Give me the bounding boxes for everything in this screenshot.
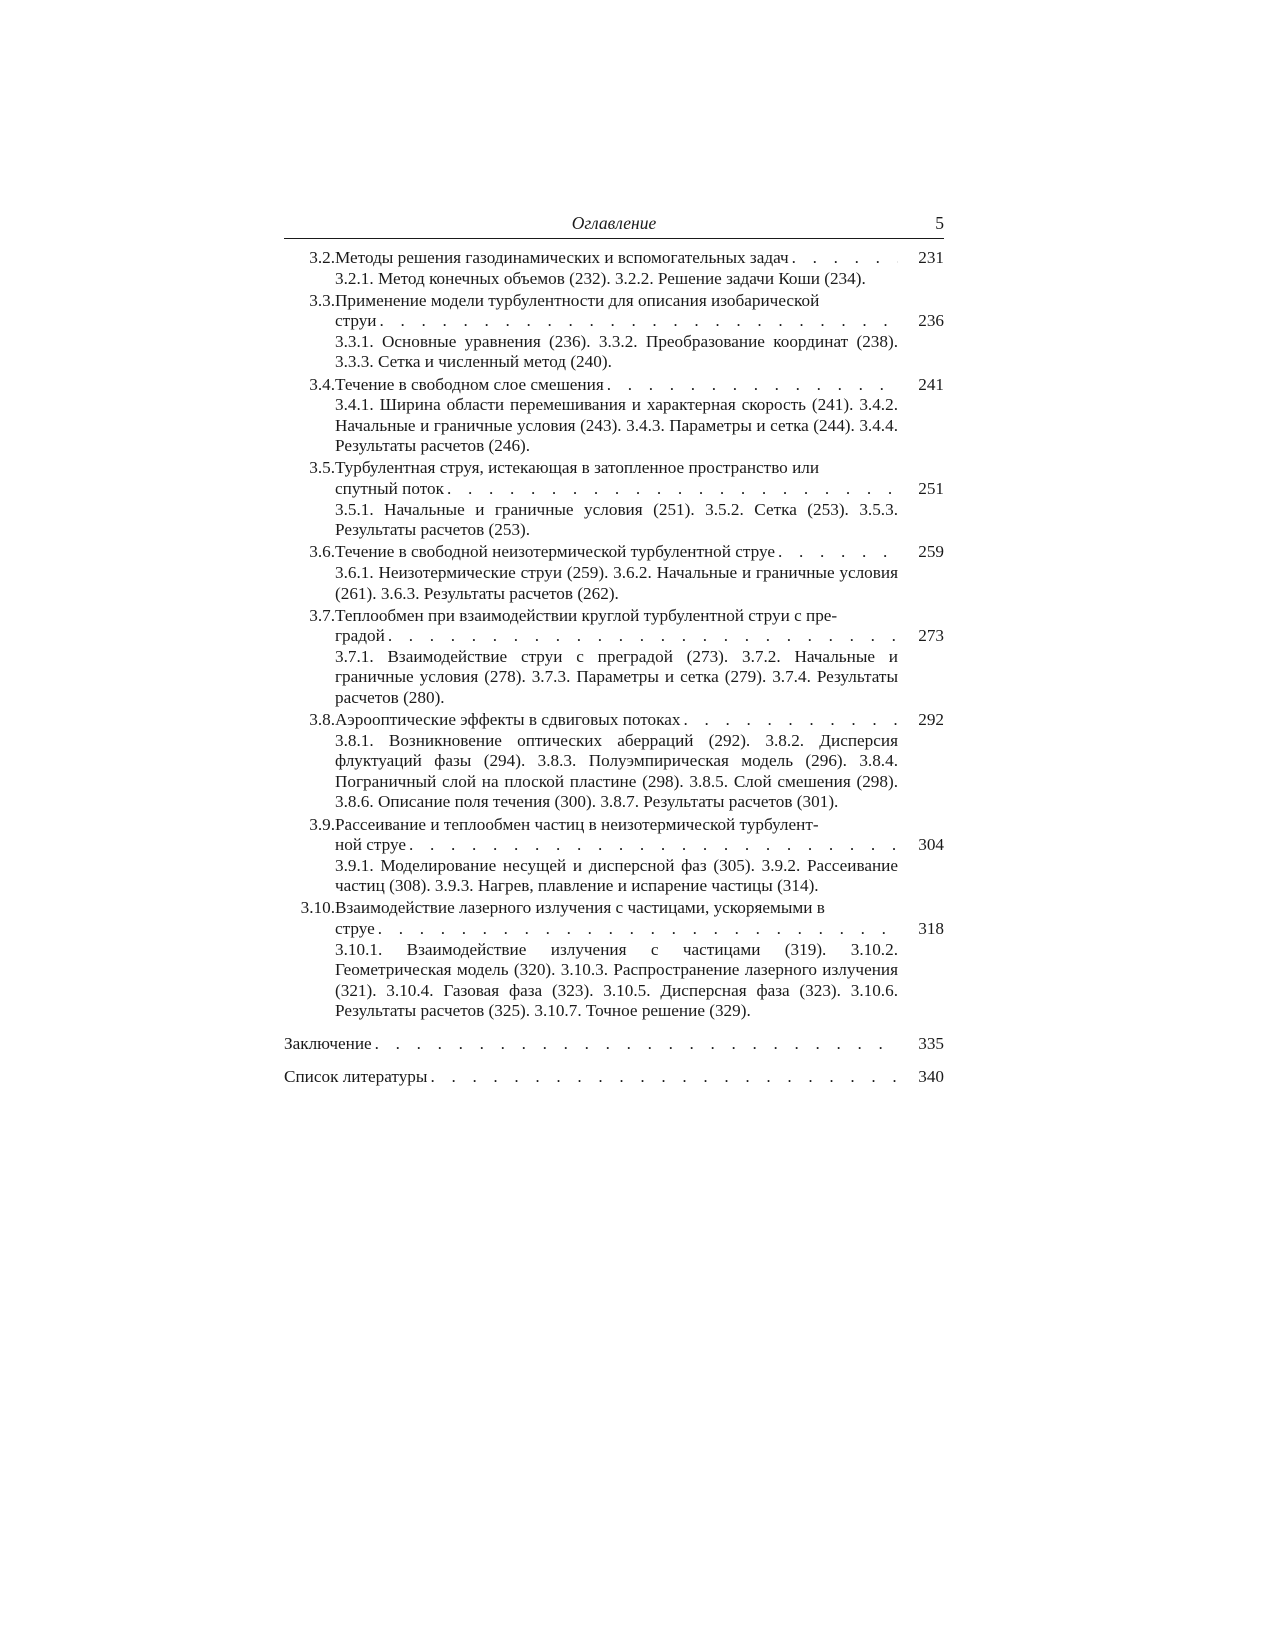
section-number: 3.10. — [300, 898, 335, 918]
section-title-leader-line — [335, 248, 944, 269]
subsection-list: 3.6.1. Неизотермические струи (259). 3.6.2. Начальные и граничные условия (261). 3.6.3. Результаты расчетов (262). — [335, 562, 898, 603]
section-number: 3.6. — [309, 542, 335, 562]
subsection-list: 3.5.1. Начальные и граничные условия (251). 3.5.2. Сетка (253). 3.5.3. Результаты расчетов (253). — [335, 499, 898, 540]
dot-leader — [680, 710, 898, 731]
subsection-list: 3.8.1. Возникновение оптических аберраций (292). 3.8.2. Дисперсия флуктуаций фазы (294). 3.8.3. Полуэмпирическая модель (296). 3.8.4. Пограничный слой на плоской пластине (298). 3.8.5. Слой смешения (298). 3.8.6. Описание поля течения (300). 3.8.7. Результаты расчетов (301). — [335, 730, 898, 812]
section-number: 3.7. — [309, 605, 335, 625]
header-title: Оглавление — [571, 213, 657, 233]
toc-entry[interactable] — [284, 710, 944, 813]
section-title: Течение в свободной неизотермической турбулентной струе — [335, 542, 775, 562]
toc-entry-top-level[interactable] — [284, 1033, 944, 1055]
chapter-page-number: 335 — [918, 1033, 944, 1053]
dot-leader — [427, 1067, 898, 1088]
section-title: градой — [335, 626, 385, 646]
section-number: 3.9. — [309, 814, 335, 834]
dot-leader — [604, 375, 898, 396]
section-title: спутный поток — [335, 479, 444, 499]
section-number: 3.2. — [309, 248, 335, 267]
section-title: струи — [335, 311, 377, 331]
section-title-line: Применение модели турбулентности для описания изобарической — [335, 290, 820, 310]
toc-entry[interactable] — [284, 606, 944, 709]
section-title-leader-line — [335, 374, 944, 396]
section-number: 3.3. — [309, 290, 335, 310]
toc-page — [284, 212, 944, 1087]
section-title: Методы решения газодинамических и вспомогательных задач — [335, 248, 789, 267]
section-page-number: 251 — [918, 479, 944, 499]
subsection-list: 3.7.1. Взаимодействие струи с преградой (273). 3.7.2. Начальные и граничные условия (278). 3.7.3. Параметры и сетка (279). 3.7.4. Результаты расчетов (280). — [335, 646, 898, 707]
chapter-page-number: 340 — [918, 1066, 944, 1086]
subsection-list: 3.10.1. Взаимодействие излучения с частицами (319). 3.10.2. Геометрическая модель (320). 3.10.3. Распространение лазерного излучения (321). 3.10.4. Газовая фаза (323). 3.10.5. Дисперсная фаза (323). 3.10.6. Результаты расчетов (325). 3.10.7. Точное решение (329). — [335, 939, 898, 1021]
section-title-leader-line — [335, 542, 944, 563]
section-title: ной струе — [335, 835, 406, 855]
section-page-number: 292 — [918, 710, 944, 730]
section-page-number: 259 — [918, 542, 944, 562]
section-title-leader-line — [335, 710, 944, 731]
section-number: 3.5. — [309, 458, 335, 478]
chapter-title: Заключение — [284, 1033, 372, 1053]
chapter-title: Список литературы — [284, 1066, 428, 1086]
section-title-leader-line — [335, 479, 944, 500]
toc-entry-top-level[interactable] — [284, 1066, 944, 1088]
toc-entry[interactable] — [284, 291, 944, 373]
toc-entry[interactable] — [284, 898, 944, 1022]
subsection-list: 3.3.1. Основные уравнения (236). 3.3.2. Преобразование координат (238). 3.3.3. Сетка и численный метод (240). — [335, 331, 898, 372]
table-of-contents — [284, 248, 944, 1087]
section-title-leader-line — [335, 311, 944, 332]
section-number: 3.4. — [309, 374, 335, 394]
section-page-number: 318 — [918, 919, 944, 938]
subsection-list: 3.2.1. Метод конечных объемов (232). 3.2.2. Решение задачи Коши (234). — [335, 268, 866, 288]
section-title-leader-line — [335, 835, 944, 856]
section-page-number: 236 — [918, 311, 944, 331]
subsection-list: 3.9.1. Моделирование несущей и дисперсной фаз (305). 3.9.2. Рассеивание частиц (308). 3.9.3. Нагрев, плавление и испарение частицы (314). — [335, 855, 898, 896]
section-title-line: Рассеивание и теплообмен частиц в неизотермической турбулент- — [335, 814, 819, 834]
section-page-number: 304 — [918, 835, 944, 855]
dot-leader — [372, 1034, 898, 1055]
section-title-line: Турбулентная струя, истекающая в затопленное пространство или — [335, 458, 820, 478]
section-title: Аэрооптические эффекты в сдвиговых потоках — [335, 710, 681, 730]
section-title: струе — [335, 919, 375, 938]
dot-leader — [789, 248, 898, 269]
toc-entry[interactable] — [284, 375, 944, 457]
section-page-number: 273 — [918, 626, 944, 646]
dot-leader — [775, 542, 898, 563]
dot-leader — [385, 626, 898, 647]
section-title-leader-line — [335, 626, 944, 647]
toc-entry[interactable] — [284, 815, 944, 897]
running-header — [284, 212, 944, 239]
section-page-number: 231 — [918, 248, 944, 267]
dot-leader — [377, 311, 898, 332]
section-number: 3.8. — [309, 710, 335, 730]
toc-entry[interactable] — [284, 542, 944, 604]
section-title-line: Взаимодействие лазерного излучения с частицами, ускоряемыми в — [335, 898, 825, 918]
dot-leader — [444, 479, 898, 500]
section-title: Течение в свободном слое смешения — [335, 374, 604, 394]
dot-leader — [406, 835, 898, 856]
header-page-number: 5 — [935, 213, 944, 233]
section-title-leader-line — [335, 919, 944, 940]
toc-entry[interactable] — [284, 248, 944, 289]
section-page-number: 241 — [918, 374, 944, 394]
dot-leader — [375, 919, 898, 940]
toc-entry[interactable] — [284, 458, 944, 540]
section-title-line: Теплообмен при взаимодействии круглой турбулентной струи с пре- — [335, 605, 838, 625]
subsection-list: 3.4.1. Ширина области перемешивания и характерная скорость (241). 3.4.2. Начальные и граничные условия (243). 3.4.3. Параметры и сетка (244). 3.4.4. Результаты расчетов (246). — [335, 395, 898, 456]
